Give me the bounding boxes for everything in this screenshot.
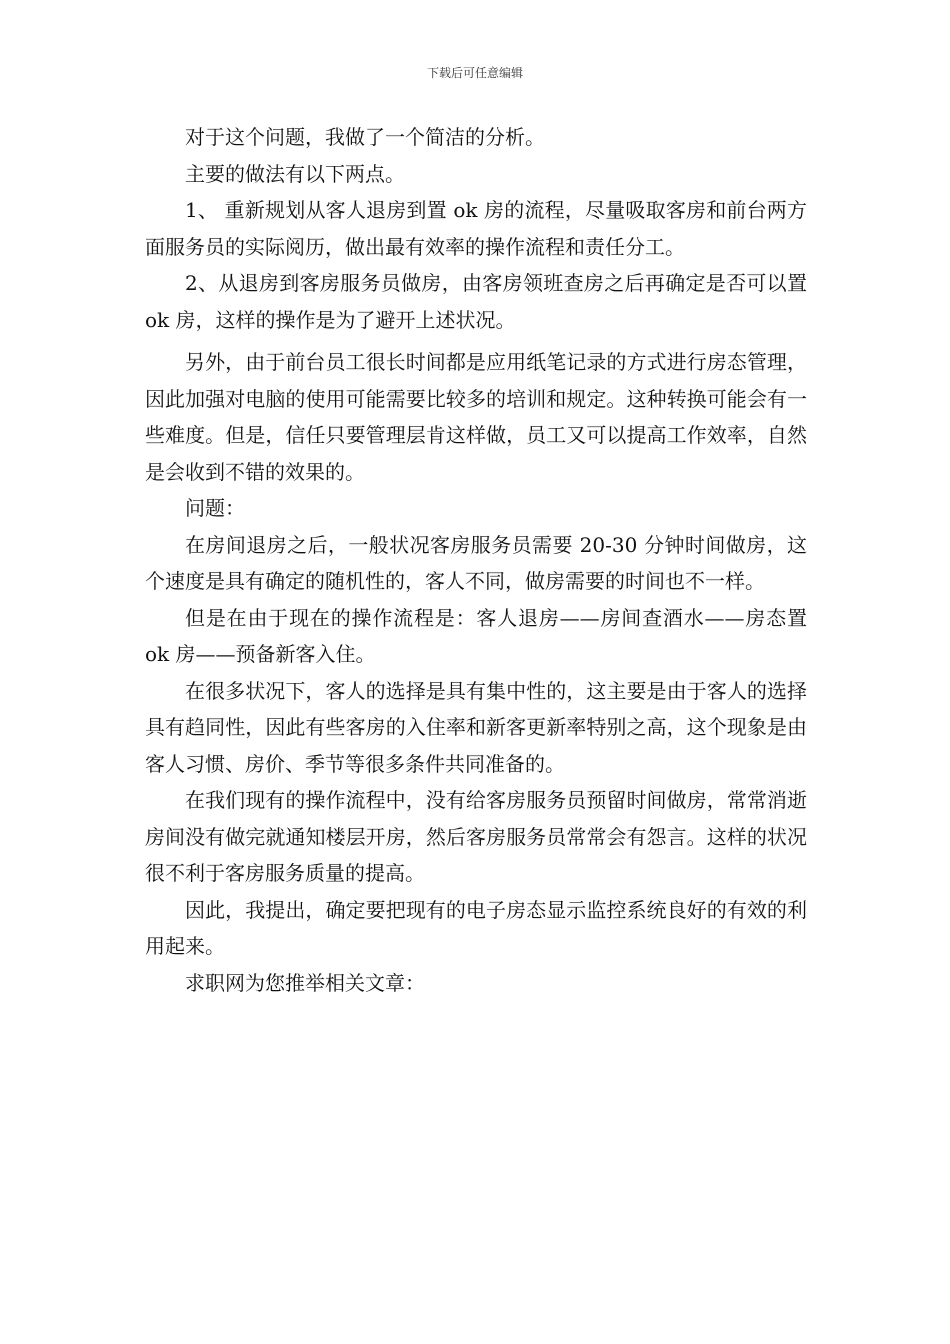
paragraph-point-1: 1、 重新规划从客人退房到置 ok 房的流程，尽量吸取客房和前台两方面服务员的实际阅历，做出最有效率的操作流程和责任分工。 xyxy=(145,198,807,259)
paragraph-problem-heading: 问题： xyxy=(185,496,245,520)
paragraph-intro: 对于这个问题，我做了一个简洁的分析。 xyxy=(185,125,545,149)
paragraph-current-flow: 但是在由于现在的操作流程是：客人退房——房间查酒水——房态置 ok 房——预备新客入住。 xyxy=(145,605,807,666)
paragraph-concentration: 在很多状况下，客人的选择是具有集中性的，这主要是由于客人的选择具有趋同性，因此有些客房的入住率和新客更新率特别之高，这个现象是由客人习惯、房价、季节等很多条件共同准备的。 xyxy=(145,678,807,776)
paragraph-recommendation: 求职网为您推举相关文章： xyxy=(185,970,425,995)
paragraph-point-2: 2、从退房到客房服务员做房，由客房领班查房之后再确定是否可以置 ok 房，这样的操作是为了避开上述状况。 xyxy=(145,271,807,332)
document-body xyxy=(145,119,807,1001)
paragraph-problem-detail: 在房间退房之后，一般状况客房服务员需要 20-30 分钟时间做房，这个速度是具有确定的随机性的，客人不同，做房需要的时间也不一样。 xyxy=(145,532,807,593)
paragraph-proposal: 因此，我提出，确定要把现有的电子房态显示监控系统良好的有效的利用起来。 xyxy=(145,897,807,958)
paragraph-main-points: 主要的做法有以下两点。 xyxy=(185,161,405,186)
paragraph-existing-process: 在我们现有的操作流程中，没有给客房服务员预留时间做房，常常消逝房间没有做完就通知楼层开房，然后客房服务员常常会有怨言。这样的状况很不利于客房服务质量的提高。 xyxy=(145,788,807,885)
paragraph-additionally: 另外，由于前台员工很长时间都是应用纸笔记录的方式进行房态管理，因此加强对电脑的使用可能需要比较多的培训和规定。这种转换可能会有一些难度。但是，信任只要管理层肯这样做，员工又可以提高工作效率，自然是会收到不错的效果的。 xyxy=(145,350,807,484)
page-header: 下载后可任意编辑 xyxy=(426,66,523,80)
